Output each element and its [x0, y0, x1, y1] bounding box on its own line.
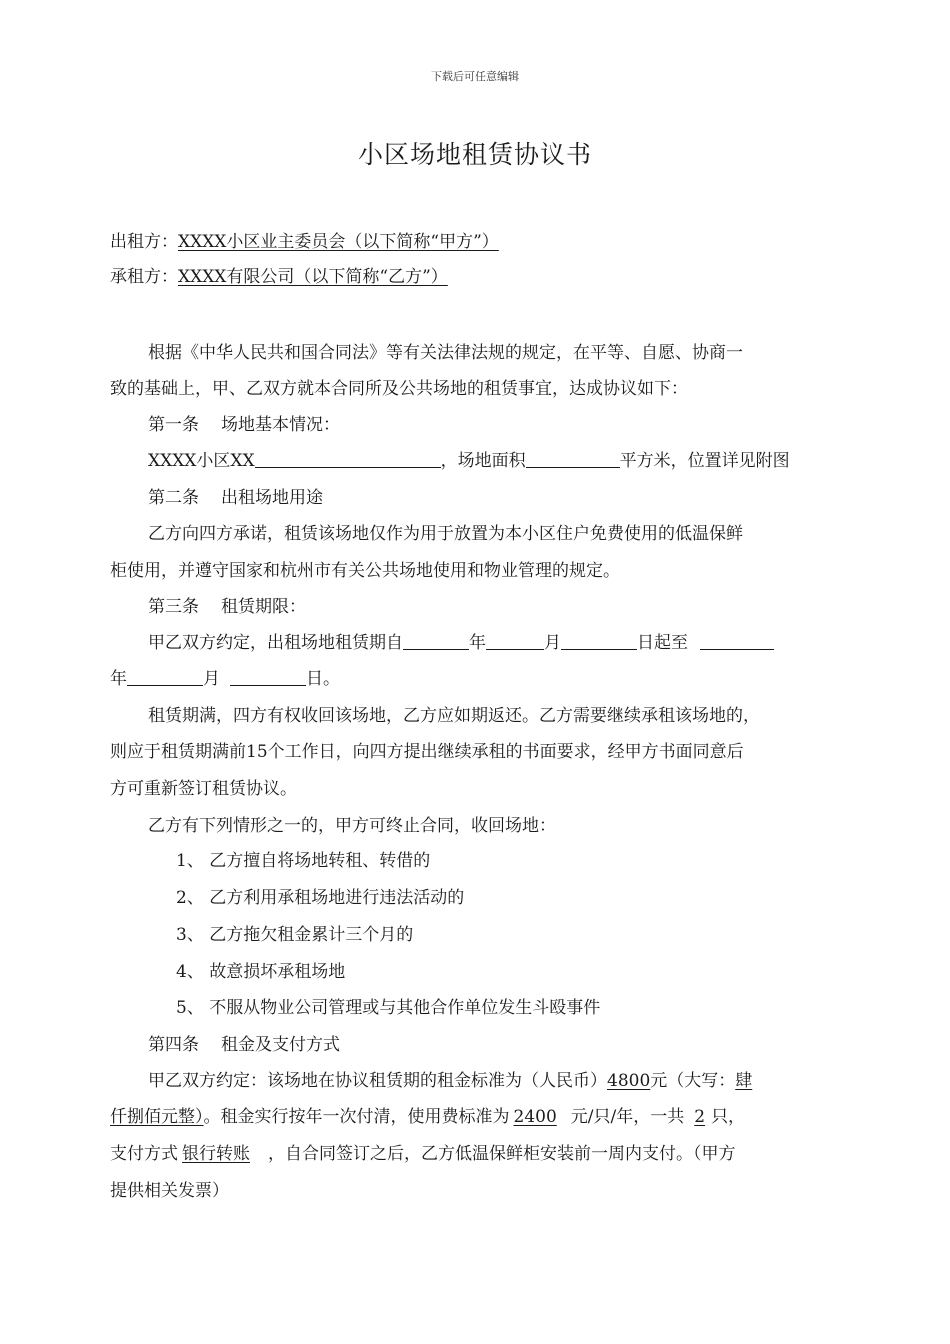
rent-amount-words-end: 仟捌佰元整） — [110, 1107, 204, 1127]
rent-text-2: 元（大写： — [650, 1071, 736, 1091]
article-1-heading — [148, 413, 340, 437]
article-4-number: 第四条 — [148, 1035, 199, 1055]
article-3-number: 第三条 — [148, 597, 199, 617]
site-blank — [255, 449, 441, 468]
rent-text-1: 甲乙双方约定：该场地在协议租赁期的租金标准为（人民币） — [148, 1071, 607, 1091]
article-2-number: 第二条 — [148, 488, 199, 508]
expiry-line-1: 租赁期满，四方有权收回该场地，乙方应如期返还。乙方需要继续承租该场地的， — [148, 706, 760, 726]
area-blank — [526, 449, 620, 468]
rent-line-1 — [148, 1069, 752, 1093]
article-2-heading — [148, 486, 323, 510]
site-line — [148, 449, 790, 473]
rent-line-3 — [110, 1142, 736, 1166]
article-2-line-2: 柜使用，并遵守国家和杭州市有关公共场地使用和物业管理的规定。 — [110, 561, 620, 581]
end-year-label: 年 — [110, 669, 127, 689]
start-day-blank — [561, 631, 637, 650]
list-item — [176, 996, 600, 1020]
lessee-line — [110, 265, 448, 289]
unit-count: 2 — [694, 1107, 706, 1127]
article-2-title: 出租场地用途 — [221, 488, 323, 508]
rent-line-4: 提供相关发票） — [110, 1181, 229, 1201]
list-item-text: 乙方擅自将场地转租、转借的 — [209, 851, 431, 871]
document-title: 小区场地租赁协议书 — [357, 140, 592, 169]
list-item-text: 不服从物业公司管理或与其他合作单位发生斗殴事件 — [209, 998, 601, 1018]
site-prefix: XXXX小区XX — [148, 451, 255, 471]
rent-amount: 4800 — [607, 1071, 651, 1091]
start-month-blank — [486, 631, 544, 650]
end-month-label: 月 — [203, 669, 220, 689]
start-year-blank — [403, 631, 469, 650]
expiry-line-2: 则应于租赁期满前15个工作日，向四方提出继续承租的书面要求，经甲方书面同意后 — [110, 742, 744, 762]
lessor-line — [110, 230, 499, 254]
expiry-line-3: 方可重新签订租赁协议。 — [110, 779, 297, 799]
list-item — [176, 886, 464, 910]
article-1-title: 场地基本情况： — [221, 415, 340, 435]
end-month-blank — [127, 667, 203, 686]
payment-label: 支付方式 — [110, 1144, 178, 1164]
month-label: 月 — [544, 633, 561, 653]
termination-intro: 乙方有下列情形之一的，甲方可终止合同，收回场地： — [148, 816, 556, 836]
article-1-number: 第一条 — [148, 415, 199, 435]
rent-line-2 — [110, 1105, 745, 1129]
period-line-1 — [148, 631, 774, 655]
list-item-number: 4、 — [176, 962, 204, 982]
lessee-value: XXXX有限公司（以下简称“乙方”） — [178, 267, 448, 287]
intro-line-1: 根据《中华人民共和国合同法》等有关法律法规的规定，在平等、自愿、协商一 — [148, 343, 743, 363]
end-day-label: 日。 — [306, 669, 340, 689]
lessor-value: XXXX小区业主委员会（以下简称“甲方”） — [178, 232, 499, 252]
rent-text-5: 只， — [711, 1107, 746, 1127]
rent-text-4: 元/只/年，一共 — [570, 1107, 685, 1127]
period-line-2 — [110, 667, 340, 691]
period-prefix: 甲乙双方约定，出租场地租赁期自 — [148, 633, 403, 653]
payment-method: 银行转账 — [182, 1144, 250, 1164]
article-3-heading — [148, 595, 306, 619]
list-item-number: 3、 — [176, 925, 204, 945]
list-item-number: 1、 — [176, 851, 204, 871]
list-item — [176, 849, 430, 873]
lessee-label: 承租方： — [110, 267, 178, 287]
rent-text-3: 。租金实行按年一次付清，使用费标准为 — [203, 1107, 510, 1127]
list-item-text: 故意损坏承租场地 — [209, 962, 346, 982]
day-from-label: 日起至 — [637, 633, 688, 653]
list-item-number: 5、 — [176, 998, 204, 1018]
list-item — [176, 960, 345, 984]
area-text: ，场地面积 — [440, 451, 526, 471]
article-3-title: 租赁期限： — [221, 597, 306, 617]
article-2-line-1: 乙方向四方承诺，租赁该场地仅作为用于放置为本小区住户免费使用的低温保鲜 — [148, 524, 743, 544]
end-day-blank — [230, 667, 306, 686]
rent-amount-words-start: 肆 — [735, 1071, 753, 1091]
list-item-text: 乙方拖欠租金累计三个月的 — [209, 925, 414, 945]
list-item-text: 乙方利用承租场地进行违法活动的 — [209, 888, 465, 908]
end-year-blank — [700, 631, 774, 650]
intro-line-2: 致的基础上，甲、乙双方就本合同所及公共场地的租赁事宜，达成协议如下： — [110, 379, 688, 399]
list-item-number: 2、 — [176, 888, 204, 908]
unit-price: 2400 — [513, 1107, 557, 1127]
article-4-heading — [148, 1033, 340, 1057]
list-item — [176, 923, 413, 947]
article-4-title: 租金及支付方式 — [221, 1035, 340, 1055]
rent-text-6: ，自合同签订之后，乙方低温保鲜柜安装前一周内支付。（甲方 — [268, 1144, 736, 1164]
year-label: 年 — [469, 633, 486, 653]
area-suffix: 平方米，位置详见附图 — [619, 451, 790, 471]
lessor-label: 出租方： — [110, 232, 178, 252]
page-header: 下载后可任意编辑 — [431, 70, 519, 83]
